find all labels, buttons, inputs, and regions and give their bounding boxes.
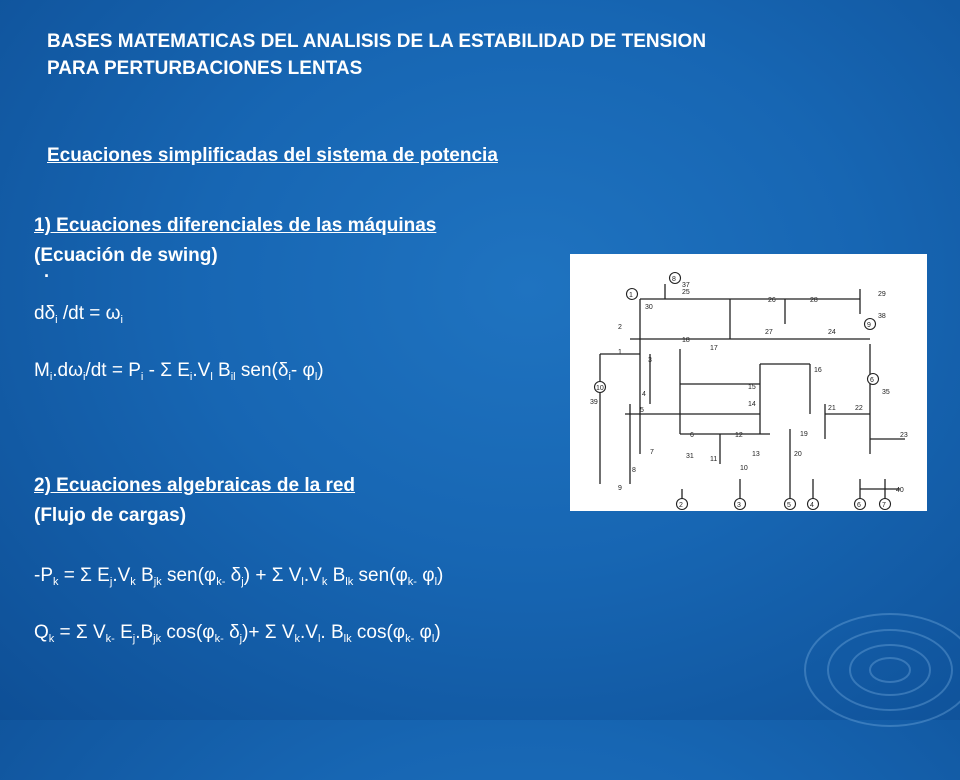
svg-text:40: 40: [896, 487, 904, 494]
svg-text:39: 39: [590, 399, 598, 406]
section1-heading: 1) Ecuaciones diferenciales de las máquinas: [34, 215, 437, 236]
slide-title: [47, 28, 706, 82]
slide-subtitle: Ecuaciones simplificadas del sistema de potencia: [47, 145, 498, 166]
svg-text:21: 21: [828, 405, 836, 412]
svg-text:19: 19: [800, 431, 808, 438]
derivative-dot: ·: [44, 266, 50, 286]
svg-text:4: 4: [810, 502, 814, 509]
water-ripple-decoration: [780, 560, 960, 780]
svg-text:3: 3: [648, 357, 652, 364]
svg-text:5: 5: [787, 502, 791, 509]
svg-text:10: 10: [596, 385, 604, 392]
svg-text:7: 7: [650, 449, 654, 456]
section2-heading: 2) Ecuaciones algebraicas de la red: [34, 475, 356, 496]
svg-text:35: 35: [882, 389, 890, 396]
svg-text:27: 27: [765, 329, 773, 336]
svg-text:37: 37: [682, 282, 690, 289]
svg-text:25: 25: [682, 289, 690, 296]
svg-text:7: 7: [882, 502, 886, 509]
svg-text:30: 30: [645, 304, 653, 311]
svg-text:14: 14: [748, 401, 756, 408]
svg-text:16: 16: [814, 367, 822, 374]
svg-text:2: 2: [679, 502, 683, 509]
section2-subheading: (Flujo de cargas): [34, 505, 187, 526]
svg-text:8: 8: [672, 276, 676, 283]
title-line-2: PARA PERTURBACIONES LENTAS: [47, 58, 363, 79]
svg-text:1: 1: [618, 349, 622, 356]
svg-text:29: 29: [878, 291, 886, 298]
svg-text:17: 17: [710, 345, 718, 352]
svg-text:12: 12: [735, 432, 743, 439]
svg-text:6: 6: [857, 502, 861, 509]
svg-text:4: 4: [642, 391, 646, 398]
svg-text:8: 8: [632, 467, 636, 474]
svg-text:11: 11: [710, 456, 718, 463]
svg-text:1: 1: [629, 292, 633, 299]
svg-text:5: 5: [640, 407, 644, 414]
svg-text:6: 6: [690, 432, 694, 439]
svg-text:13: 13: [752, 451, 760, 458]
svg-text:23: 23: [900, 432, 908, 439]
title-line-1: BASES MATEMATICAS DEL ANALISIS DE LA ESTABILIDAD DE TENSION: [47, 31, 707, 52]
svg-text:9: 9: [867, 322, 871, 329]
svg-text:6: 6: [870, 377, 874, 384]
equation-reactive-power: $Q_k = \Sigma$ $V_{k-}$ $E_j.B_{jk}$ $\cos(\varphi_{k-}$ $\delta_j)+ \Sigma$ $V_k.V_l$. $B_{lk}$ $\cos(\varphi_{k-}$ $\varphi_l$): [34, 622, 441, 645]
svg-text:26: 26: [768, 297, 776, 304]
svg-text:22: 22: [855, 405, 863, 412]
section1-subheading: (Ecuación de swing): [34, 245, 218, 266]
equation-active-power: $-P_k = \Sigma$ $E_j.V_k$ $B_{jk}$ $sen(\varphi_{k-}$ $\delta_j) + \Sigma$ $V_l.V_k$ $B_{lk}$ $sen(\varphi_{k-}$ $\varphi_l$): [34, 565, 444, 588]
svg-text:38: 38: [878, 313, 886, 320]
svg-text:28: 28: [810, 297, 818, 304]
svg-text:10: 10: [740, 465, 748, 472]
equation-swing-1: $d\delta_i$ $/dt = \omega_i$: [34, 303, 123, 326]
svg-text:15: 15: [748, 384, 756, 391]
svg-text:2: 2: [618, 324, 622, 331]
svg-text:3: 3: [737, 502, 741, 509]
svg-text:31: 31: [686, 453, 694, 460]
svg-text:20: 20: [794, 451, 802, 458]
svg-text:24: 24: [828, 329, 836, 336]
svg-text:9: 9: [618, 485, 622, 492]
equation-swing-2: $M_i.d\omega_i/dt = P_i - \Sigma$ $E_i.V_l$ $B_{il}$ $sen(\delta_i-$ $\varphi_l$): [34, 360, 324, 383]
svg-text:18: 18: [682, 337, 690, 344]
power-system-diagram: [570, 254, 927, 511]
ieee-39-bus-one-line-diagram: [570, 254, 927, 511]
